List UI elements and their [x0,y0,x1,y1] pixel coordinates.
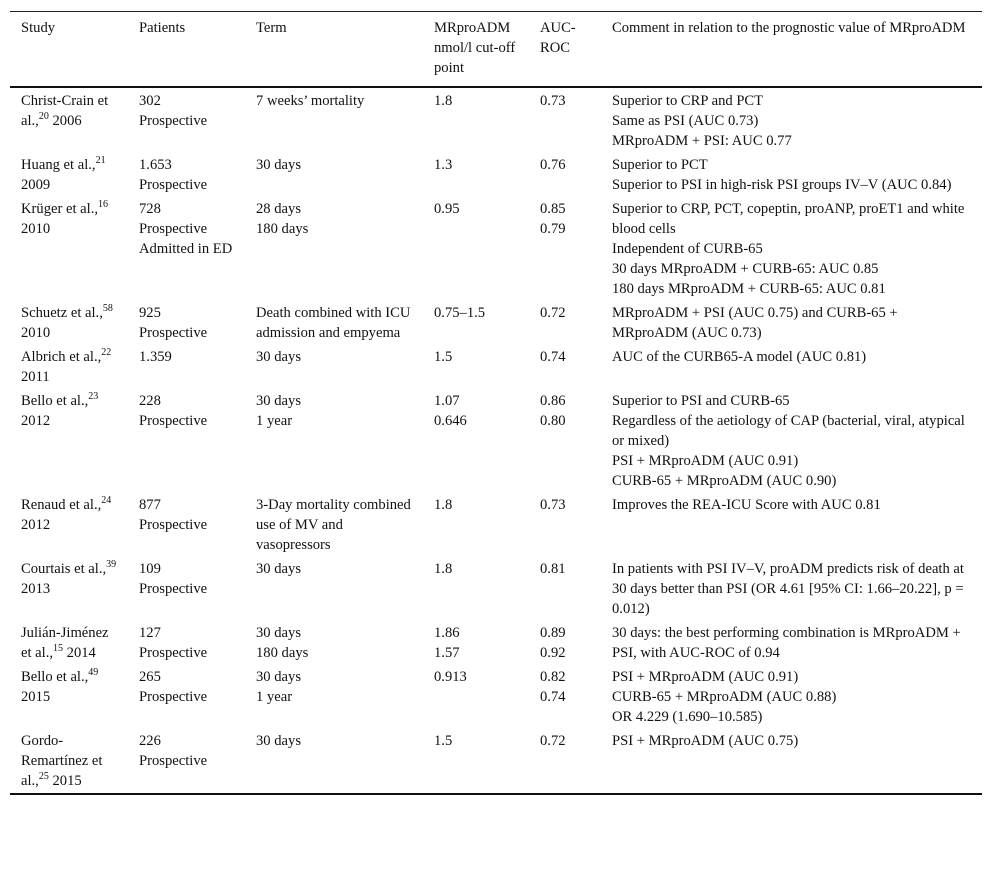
cell-cutoff-line: 0.95 [434,201,460,217]
cell-patients-line: 728 [139,201,161,217]
study-year: 2010 [21,221,51,237]
study-year: 2010 [21,325,51,341]
cell-comment-line: Same as PSI (AUC 0.73) [612,113,759,129]
cell-comment-line: CURB-65 + MRproADM (AUC 0.90) [612,473,837,489]
cell-auc-line: 0.92 [540,645,566,661]
study-authors: Krüger et al., [21,201,98,217]
study-authors: Julián-Jiménez et al., [21,625,109,661]
cell-cutoff-line: 1.5 [434,733,453,749]
cell-comment-line: 30 days: the best performing combination is MRproADM + PSI, with AUC-ROC of 0.94 [612,625,961,661]
header-study: Study [21,20,56,36]
study-authors: Albrich et al., [21,349,102,365]
cell-auc [529,87,601,153]
cell-auc [529,621,601,665]
cell-auc-line: 0.89 [540,625,566,641]
table-row [10,87,982,153]
study-reference: 21 [95,155,106,166]
cell-term-line: 180 days [256,645,309,661]
cell-study [10,87,128,153]
header-cutoff: MRproADM nmol/l cut-off point [434,20,516,76]
cell-cutoff-line: 1.86 [434,625,460,641]
study-reference: 49 [88,667,99,678]
table-row [10,665,982,729]
cell-patients-line: Prospective [139,689,208,705]
cell-patients-line: 925 [139,305,161,321]
study-year: 2011 [21,369,50,385]
cell-comment-line: AUC of the CURB65-A model (AUC 0.81) [612,349,867,365]
cell-term-line: 30 days [256,625,301,641]
table-row [10,389,982,493]
cell-term [245,87,423,153]
cell-auc-line: 0.72 [540,733,566,749]
cell-auc-line: 0.79 [540,221,566,237]
cell-study [10,621,128,665]
cell-cutoff-line: 0.75–1.5 [434,305,486,321]
study-authors: Schuetz et al., [21,305,103,321]
table-row [10,729,982,794]
cell-comment [601,729,982,794]
cell-cutoff-line: 1.8 [434,497,453,513]
study-reference: 58 [102,303,113,314]
study-reference: 25 [38,771,49,782]
study-authors: Christ-Crain et al., [21,93,109,129]
cell-study [10,665,128,729]
cell-comment [601,389,982,493]
table-row [10,345,982,389]
cell-cutoff [423,621,529,665]
cell-term-line: 1 year [256,689,293,705]
header-term: Term [256,20,287,36]
study-year: 2013 [21,581,51,597]
cell-patients [128,557,245,621]
cell-comment-line: Superior to PSI in high-risk PSI groups IV–V (AUC 0.84) [612,177,952,193]
cell-term [245,389,423,493]
study-authors: Bello et al., [21,669,89,685]
cell-term [245,493,423,557]
cell-cutoff-line: 0.913 [434,669,467,685]
cell-cutoff-line: 1.3 [434,157,453,173]
table-header [10,12,982,88]
cell-patients-line: 302 [139,93,161,109]
cell-study [10,301,128,345]
study-authors: Huang et al., [21,157,96,173]
cell-auc [529,729,601,794]
cell-comment-line: In patients with PSI IV–V, proADM predicts risk of death at 30 days better than PSI (OR 4.61 [95% CI: 1.66–20.22], p = 0.012) [612,561,964,617]
cell-patients [128,729,245,794]
cell-patients-line: 877 [139,497,161,513]
cell-study [10,153,128,197]
cell-comment-line: PSI + MRproADM (AUC 0.91) [612,453,799,469]
study-year: 2014 [63,645,96,661]
mrproadm-studies-table [10,11,982,795]
cell-comment [601,557,982,621]
cell-cutoff-line: 1.8 [434,561,453,577]
cell-cutoff [423,493,529,557]
cell-term [245,729,423,794]
cell-cutoff [423,345,529,389]
cell-patients [128,301,245,345]
header-patients: Patients [139,20,186,36]
cell-comment-line: 30 days MRproADM + CURB-65: AUC 0.85 [612,261,879,277]
cell-comment [601,665,982,729]
cell-cutoff-line: 1.5 [434,349,453,365]
cell-cutoff-line: 1.8 [434,93,453,109]
table-body [10,87,982,794]
cell-auc [529,389,601,493]
cell-term-line: 30 days [256,349,301,365]
cell-comment-line: Superior to PSI and CURB-65 [612,393,790,409]
cell-term-line: 30 days [256,561,301,577]
cell-term [245,621,423,665]
study-authors: Renaud et al., [21,497,102,513]
cell-cutoff [423,665,529,729]
study-reference: 22 [101,347,112,358]
cell-comment-line: Improves the REA-ICU Score with AUC 0.81 [612,497,881,513]
cell-auc [529,665,601,729]
cell-auc [529,197,601,301]
study-authors: Courtais et al., [21,561,107,577]
cell-term-line: 3-Day mortality combined use of MV and vasopressors [256,497,411,553]
cell-term-line: 30 days [256,157,301,173]
study-year: 2006 [48,113,82,129]
cell-patients-line: 1.359 [139,349,172,365]
study-year: 2009 [21,177,51,193]
cell-term [245,345,423,389]
cell-patients-line: Prospective [139,581,208,597]
cell-cutoff [423,197,529,301]
table-row [10,621,982,665]
cell-patients-line: Prospective [139,325,208,341]
cell-patients [128,621,245,665]
cell-term-line: 180 days [256,221,309,237]
cell-term-line: 1 year [256,413,293,429]
cell-cutoff-line: 1.57 [434,645,460,661]
cell-auc [529,153,601,197]
study-reference: 15 [53,643,64,654]
cell-patients-line: 226 [139,733,161,749]
cell-study [10,493,128,557]
cell-patients [128,153,245,197]
cell-term [245,197,423,301]
table-row [10,153,982,197]
study-year: 2012 [21,413,51,429]
cell-comment-line: PSI + MRproADM (AUC 0.75) [612,733,799,749]
cell-cutoff [423,389,529,493]
study-year: 2015 [21,689,51,705]
cell-auc-line: 0.74 [540,349,566,365]
cell-auc [529,345,601,389]
cell-cutoff [423,301,529,345]
cell-patients-line: Admitted in ED [139,241,233,257]
cell-term [245,665,423,729]
cell-comment-line: OR 4.229 (1.690–10.585) [612,709,763,725]
cell-term-line: Death combined with ICU admission and empyema [256,305,411,341]
cell-comment [601,301,982,345]
cell-comment [601,197,982,301]
cell-cutoff [423,729,529,794]
cell-term-line: 30 days [256,669,301,685]
study-reference: 39 [106,559,117,570]
cell-term [245,557,423,621]
cell-term-line: 30 days [256,393,301,409]
cell-patients [128,345,245,389]
cell-term [245,153,423,197]
cell-patients-line: 1.653 [139,157,172,173]
cell-cutoff-line: 0.646 [434,413,467,429]
cell-study [10,557,128,621]
cell-study [10,389,128,493]
cell-auc-line: 0.85 [540,201,566,217]
cell-comment [601,153,982,197]
cell-auc-line: 0.72 [540,305,566,321]
cell-comment [601,493,982,557]
cell-comment-line: PSI + MRproADM (AUC 0.91) [612,669,799,685]
cell-comment-line: MRproADM + PSI (AUC 0.75) and CURB-65 + MRproADM (AUC 0.73) [612,305,898,341]
study-year: 2012 [21,517,51,533]
cell-auc-line: 0.74 [540,689,566,705]
header-auc-roc: AUC-ROC [540,20,576,56]
cell-patients-line: 109 [139,561,161,577]
cell-comment-line: Superior to PCT [612,157,708,173]
cell-cutoff-line: 1.07 [434,393,460,409]
study-reference: 16 [98,199,108,210]
cell-patients-line: 228 [139,393,161,409]
cell-auc-line: 0.80 [540,413,566,429]
cell-term-line: 7 weeks’ mortality [256,93,365,109]
cell-comment [601,87,982,153]
cell-patients [128,665,245,729]
cell-study [10,197,128,301]
study-year: 2015 [48,773,82,789]
table-row [10,197,982,301]
cell-cutoff [423,153,529,197]
cell-patients-line: Prospective [139,645,208,661]
cell-comment [601,345,982,389]
cell-patients-line: 265 [139,669,161,685]
cell-auc-line: 0.73 [540,93,566,109]
cell-auc-line: 0.86 [540,393,566,409]
cell-auc-line: 0.73 [540,497,566,513]
cell-auc [529,301,601,345]
cell-patients-line: Prospective [139,177,208,193]
study-reference: 20 [38,111,49,122]
study-reference: 23 [88,391,99,402]
header-row [10,12,982,88]
cell-comment-line: Regardless of the aetiology of CAP (bacterial, viral, atypical or mixed) [612,413,965,449]
cell-patients-line: Prospective [139,413,208,429]
cell-comment [601,621,982,665]
cell-study [10,729,128,794]
cell-cutoff [423,557,529,621]
cell-cutoff [423,87,529,153]
cell-patients [128,197,245,301]
cell-term-line: 30 days [256,733,301,749]
study-authors: Bello et al., [21,393,89,409]
cell-auc [529,493,601,557]
cell-patients [128,493,245,557]
cell-study [10,345,128,389]
cell-auc [529,557,601,621]
cell-patients-line: 127 [139,625,161,641]
cell-comment-line: MRproADM + PSI: AUC 0.77 [612,133,792,149]
table-row [10,493,982,557]
cell-patients-line: Prospective [139,753,208,769]
cell-patients-line: Prospective [139,517,208,533]
study-reference: 24 [101,495,112,506]
cell-comment-line: CURB-65 + MRproADM (AUC 0.88) [612,689,837,705]
cell-patients-line: Prospective [139,221,208,237]
cell-auc-line: 0.76 [540,157,566,173]
cell-patients [128,87,245,153]
header-comment: Comment in relation to the prognostic value of MRproADM [612,20,966,36]
table-row [10,301,982,345]
cell-patients [128,389,245,493]
cell-comment-line: 180 days MRproADM + CURB-65: AUC 0.81 [612,281,886,297]
study-authors: Gordo-Remartínez et al., [21,733,103,789]
cell-comment-line: Superior to CRP and PCT [612,93,764,109]
cell-comment-line: Independent of CURB-65 [612,241,763,257]
cell-patients-line: Prospective [139,113,208,129]
table-row [10,557,982,621]
cell-term [245,301,423,345]
cell-auc-line: 0.81 [540,561,566,577]
cell-comment-line: Superior to CRP, PCT, copeptin, proANP, proET1 and white blood cells [612,201,965,237]
cell-auc-line: 0.82 [540,669,566,685]
cell-term-line: 28 days [256,201,301,217]
